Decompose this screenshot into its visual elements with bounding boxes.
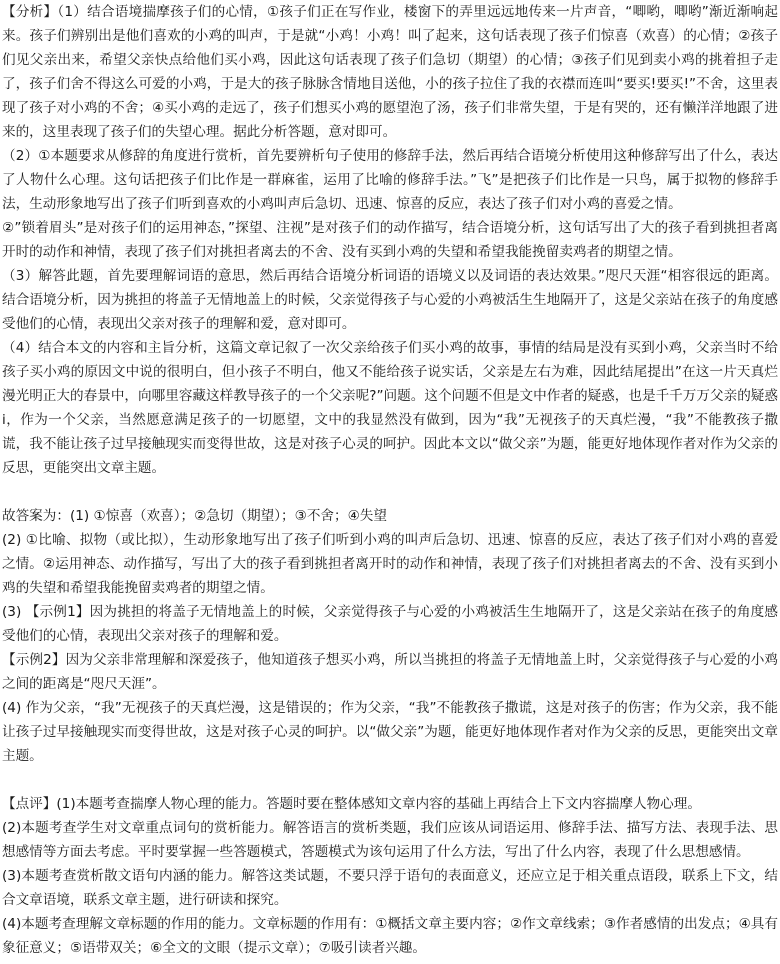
answer-paragraph: 【示例2】因为父亲非常理解和深爱孩子，他知道孩子想买小鸡，所以当挑担的将盖子无情地盖上时，父亲觉得孩子与心爱的小鸡之间的距离是“咫尺天涯”。 xyxy=(2,652,778,692)
section-gap xyxy=(2,768,778,792)
section-gap xyxy=(2,480,778,504)
answer-paragraph: (4) 作为父亲，“我”无视孩子的天真烂漫，这是错误的；作为父亲，“我”不能教孩子撒谎，这是对孩子的伤害；作为父亲，我不能让孩子过早接触现实而变得世故，这是对孩子心灵的呵护。以“做父亲”为题，能更好地体现作者对作为父亲的反思，更能突出文章主题。 xyxy=(2,700,778,764)
analysis-paragraph: （3）解答此题，首先要理解词语的意思，然后再结合语境分析词语的语境义以及词语的表达效果。”咫尺天涯“相容很远的距离。结合语境分析，因为挑担的将盖子无情地盖上的时候，父亲觉得孩子与心爱的小鸡被活生生地隔开了，这是父亲站在孩子的角度感受他们的心情，表现出父亲对孩子的理解和爱，意对即可。 xyxy=(2,268,778,332)
comment-paragraph: (3)本题考查赏析散文语句内涵的能力。解答这类试题，不要只浮于语句的表面意义，还应立足于相关重点语段，联系上下文，结合文章语境，联系文章主题，进行研读和探究。 xyxy=(2,868,778,908)
comment-paragraph: (2)本题考查学生对文章重点词句的赏析能力。解答语言的赏析类题，我们应该从词语运用、修辞手法、描写方法、表现手法、思想感情等方面去考虑。平时要掌握一些答题模式，答题模式为该句运用了什么方法，写出了什么内容，表现了什么思想感情。 xyxy=(2,820,778,860)
analysis-paragraph: 【分析】（1）结合语境揣摩孩子们的心情，①孩子们正在写作业，楼窗下的弄里远远地传来一片声音，“唧哟，唧哟”渐近渐响起来。孩子们辨别出是他们喜欢的小鸡的叫声，于是就“小鸡！小鸡！叫了起来，这句话表现了孩子们惊喜（欢喜）的心情；②孩子们见父亲出来，希望父亲快点给他们买小鸡，因此这句话表现了孩子们急切（期望）的心情；③孩子们见到卖小鸡的挑着担子走了，孩子们舍不得这么可爱的小鸡，于是大的孩子脉脉含情地目送他，小的孩子拉住了我的衣襟而连叫“要买!要买!”不舍，这里表现了孩子对小鸡的不舍；④买小鸡的走远了，孩子们想买小鸡的愿望泡了汤，孩子们非常失望，于是有哭的，还有懒洋洋地跟了进来的，这里表现了孩子们的失望心理。据此分析答题，意对即可。 xyxy=(2,4,778,140)
answer-paragraph: (3) 【示例1】因为挑担的将盖子无情地盖上的时候，父亲觉得孩子与心爱的小鸡被活生生地隔开了，这是父亲站在孩子的角度感受他们的心情，表现出父亲对孩子的理解和爱。 xyxy=(2,604,778,644)
answer-paragraph: 故答案为：(1) ①惊喜（欢喜）；②急切（期望）；③不舍；④失望 xyxy=(2,508,387,524)
comment-section xyxy=(2,792,778,960)
answer-section xyxy=(2,504,778,768)
comment-paragraph: 【点评】(1)本题考查揣摩人物心理的能力。答题时要在整体感知文章内容的基础上再结合上下文内容揣摩人物心理。 xyxy=(2,796,701,812)
analysis-paragraph: （4）结合本文的内容和主旨分析，这篇文章记叙了一次父亲给孩子们买小鸡的故事，事情的结局是没有买到小鸡，父亲当时不给孩子买小鸡的原因文中说的很明白，但小孩子不明白，他又不能给孩子说实话，父亲是左右为难，因此结尾提出”在这一片天真烂漫光明正大的春景中，向哪里容藏这样教导孩子的一个父亲呢?”问题。这个问题不但是文中作者的疑惑，也是千千万万父亲的疑惑i，作为一个父亲，当然愿意满足孩子的一切愿望，文中的我显然没有做到，因为“我”无视孩子的天真烂漫，“我”不能教孩子撒谎，我不能让孩子过早接触现实而变得世故，这是对孩子心灵的呵护。因此本文以“做父亲”为题，能更好地体现作者对作为父亲的反思，更能突出文章主题。 xyxy=(2,340,778,476)
analysis-paragraph: ②”锁着眉头”是对孩子们的运用神态，”探望、注视”是对孩子们的动作描写，结合语境分析，这句话写出了大的孩子看到挑担者离开时的动作和神情，表现了孩子们对挑担者离去的不舍、没有买到小鸡的失望和希望我能挽留卖鸡者的期望之情。 xyxy=(2,220,778,260)
analysis-paragraph: （2）①本题要求从修辞的角度进行赏析，首先要辨析句子使用的修辞手法，然后再结合语境分析使用这种修辞写出了什么，表达了人物什么心理。这句话把孩子们比作是一群麻雀，运用了比喻的修辞手法。”飞”是把孩子们比作是一只鸟，属于拟物的修辞手法，生动形象地写出了孩子们听到喜欢的小鸡叫声后急切、迅速、惊喜的反应，表达了孩子们对小鸡的喜爱之情。 xyxy=(2,148,778,212)
analysis-section xyxy=(2,0,778,480)
answer-paragraph: (2) ①比喻、拟物（或比拟），生动形象地写出了孩子们听到小鸡的叫声后急切、迅速、惊喜的反应，表达了孩子们对小鸡的喜爱之情。②运用神态、动作描写，写出了大的孩子看到挑担者离开时的动作和神情，表现了孩子们对挑担者离去的不舍、没有买到小鸡的失望和希望我能挽留卖鸡者的期望之情。 xyxy=(2,532,778,596)
comment-paragraph: (4)本题考查理解文章标题的作用的能力。文章标题的作用有：①概括文章主要内容；②作文章线索；③作者感情的出发点；④具有象征意义；⑤语带双关；⑥全文的文眼（提示文章）；⑦吸引读者兴趣。 xyxy=(2,916,778,956)
